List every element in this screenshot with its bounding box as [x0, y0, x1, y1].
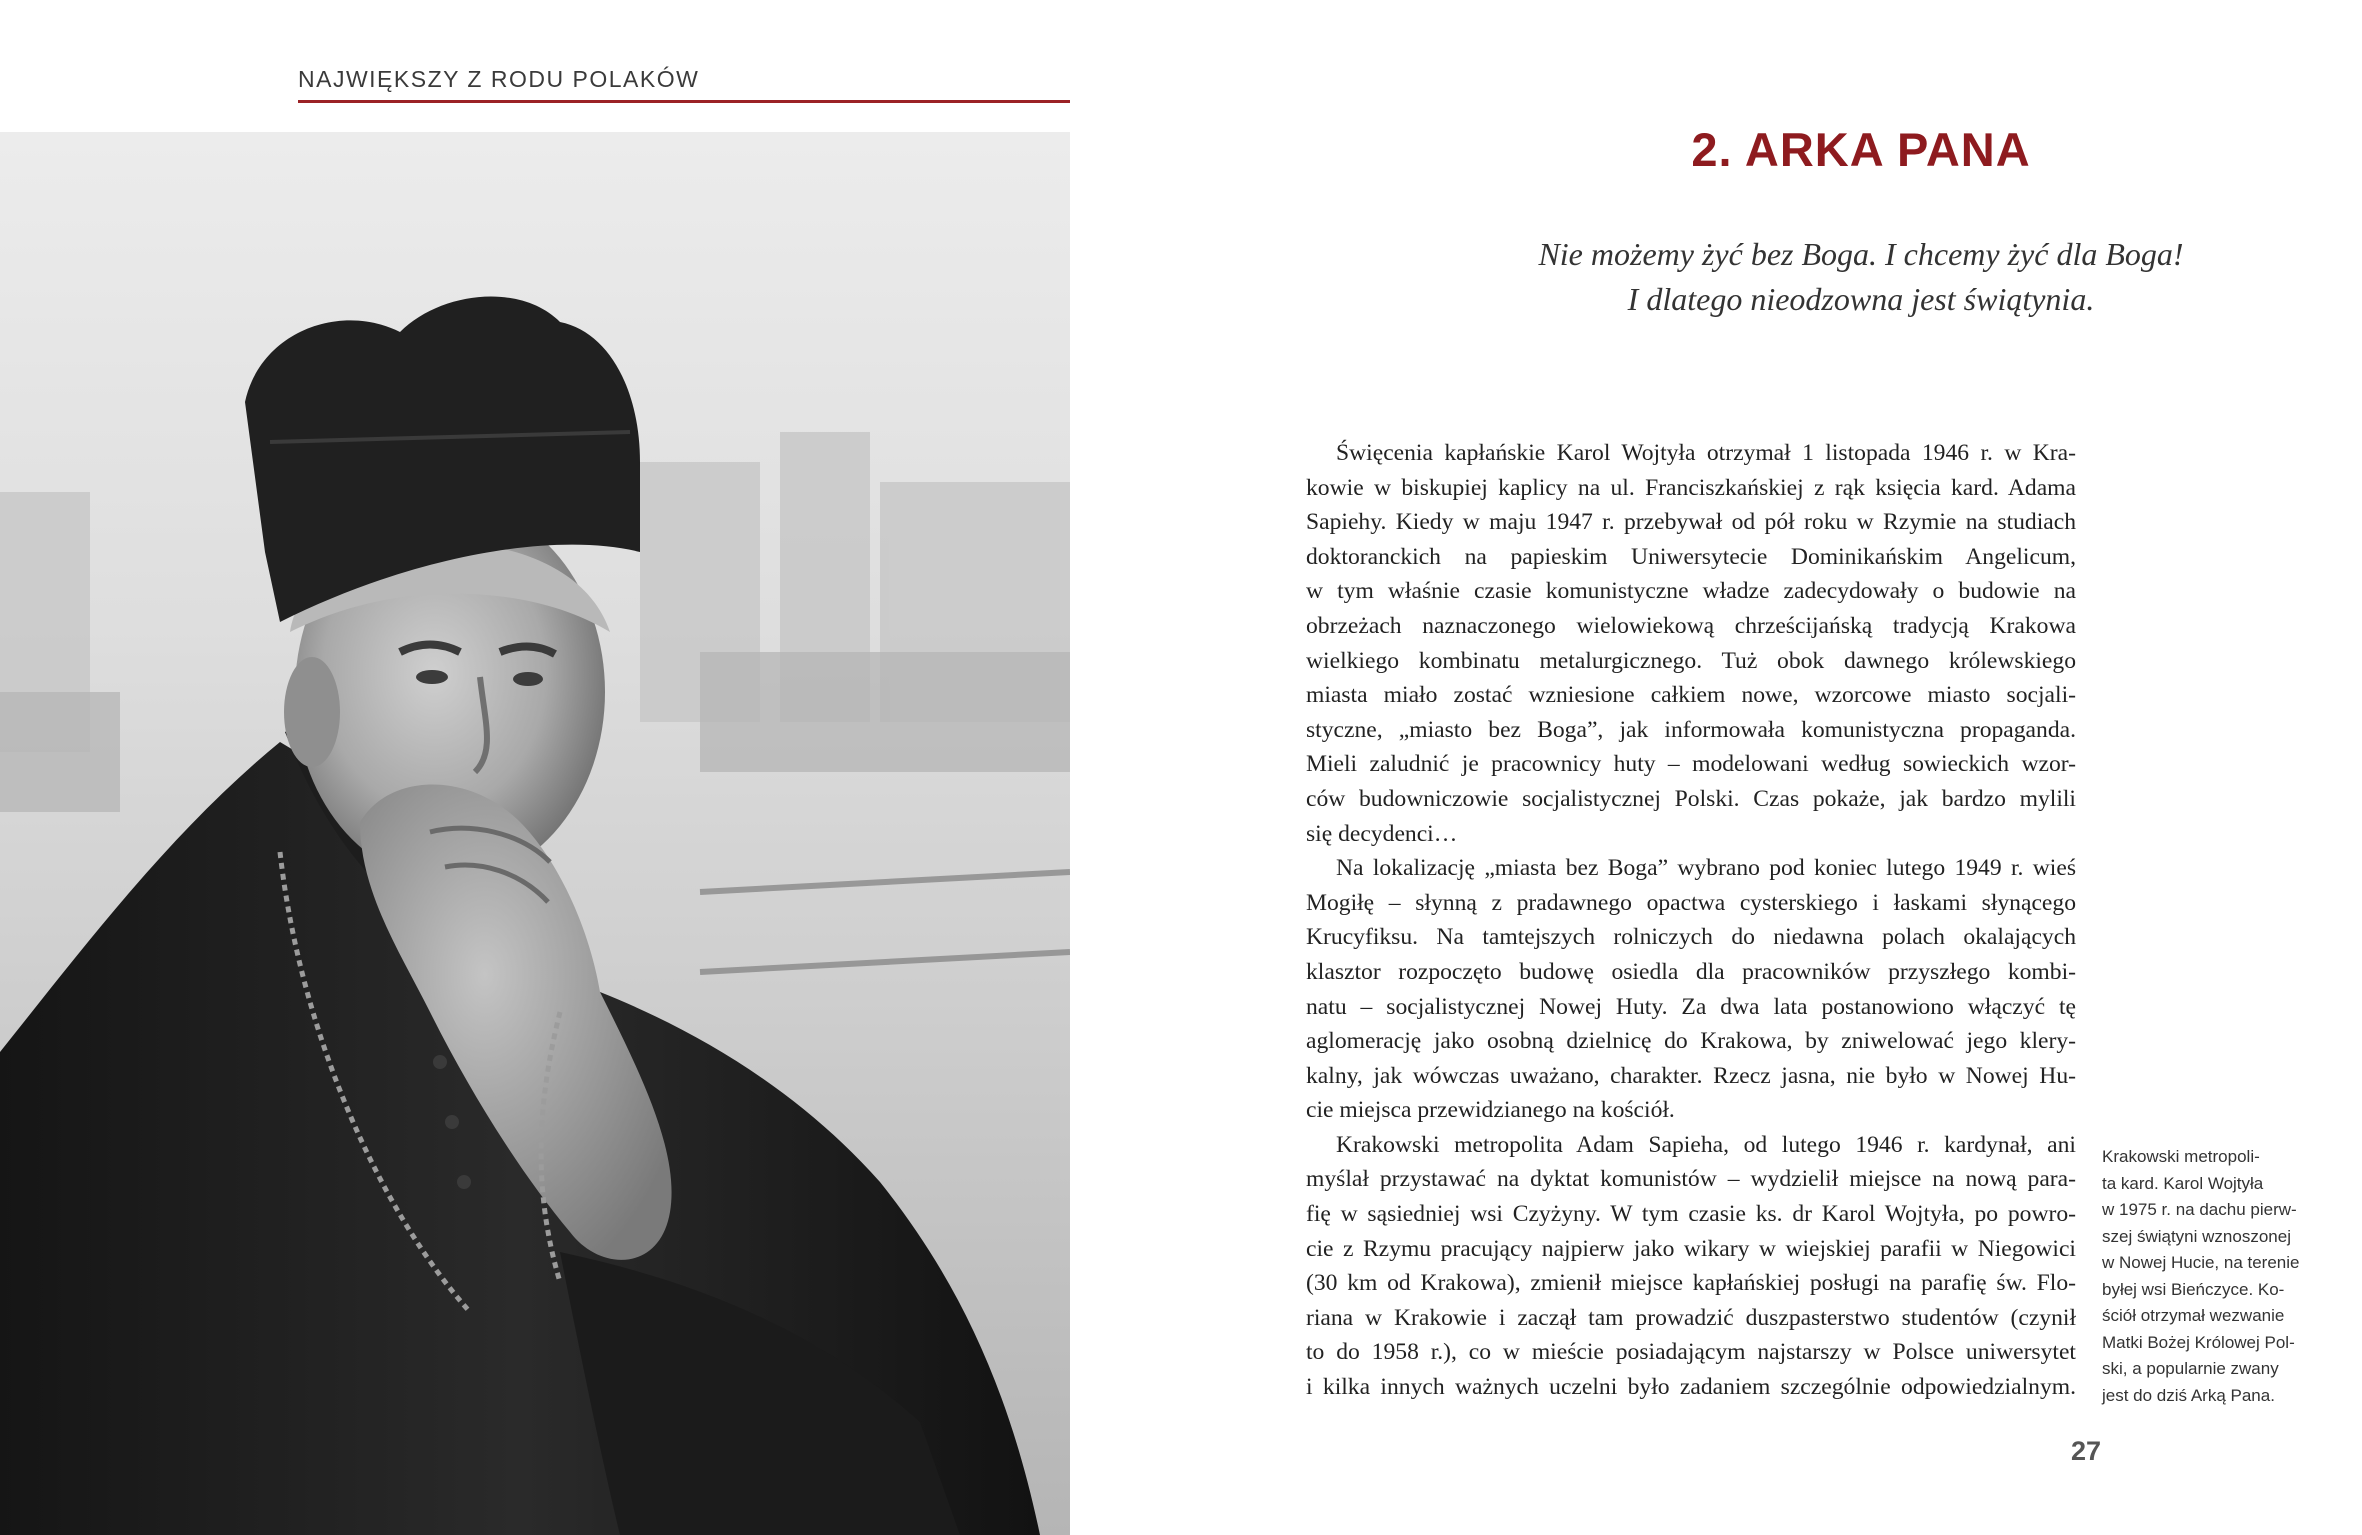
body-line: obrzeżach naznaczonego wielowiekową chrześcijańską tradycją Krakowa [1306, 612, 2076, 639]
body-line: wielkiego kombinatu metalurgicznego. Tuż obok dawnego królewskiego [1306, 647, 2076, 674]
right-page [1181, 0, 2362, 1535]
motto-line: Nie możemy żyć bez Boga. I chcemy żyć dla Boga! [1538, 236, 2184, 272]
body-text [1306, 436, 2076, 1405]
body-line: Mieli zaludnić je pracownicy huty – modelowani według sowieckich wzor- [1306, 751, 2076, 778]
body-line: riana w Krakowie i zaczął tam prowadzić duszpasterstwo studentów (czynił [1306, 1304, 2076, 1331]
body-line: Krucyfiksu. Na tamtejszych rolniczych do niedawna polach okalających [1306, 924, 2076, 951]
caption-line: w Nowej Hucie, na terenie [2102, 1253, 2300, 1272]
portrait-photo [0, 132, 1070, 1535]
body-line: to do 1958 r.), co w mieście posiadającym najstarszy w Polsce uniwersytet [1306, 1339, 2076, 1366]
page-number: 27 [2070, 1436, 2101, 1466]
body-line: aglomerację jako osobną dzielnicę do Krakowa, by zniwelować jego klery- [1306, 1028, 2076, 1055]
caption-line: ski, a popularnie zwany [2102, 1359, 2279, 1378]
caption-line: byłej wsi Bieńczyce. Ko- [2102, 1279, 2285, 1299]
body-line: ców budowniczowie socjalistycznej Polski. Czas pokaże, jak bardzo mylili [1306, 785, 2076, 812]
body-line: styczne, „miasto bez Boga”, jak informowała komunistyczna propaganda. [1306, 716, 2076, 743]
body-line: miasta miało zostać wzniesione całkiem nowe, wzorcowe miasto socjali- [1306, 682, 2076, 709]
body-line: klasztor rozpoczęto budowę osiedla dla pracowników przyszłego kombi- [1306, 958, 2076, 985]
running-head-rule [298, 100, 1070, 103]
motto-line: I dlatego nieodzowna jest świątynia. [1627, 281, 2095, 317]
chapter-motto [1411, 232, 2311, 322]
body-line: doktoranckich na papieskim Uniwersytecie Dominikańskim Angelicum, [1306, 543, 2076, 570]
running-head: NAJWIĘKSZY Z RODU POLAKÓW [298, 66, 700, 92]
caption-line: w 1975 r. na dachu pierw- [2102, 1200, 2297, 1219]
photo-caption [2102, 1144, 2322, 1409]
caption-line: Krakowski metropoli- [2102, 1147, 2260, 1166]
body-line: cie z Rzymu pracujący najpierw jako wikary w wiejskiej parafii w Niegowici [1306, 1235, 2076, 1262]
body-line: Na lokalizację „miasta bez Boga” wybrano pod koniec lutego 1949 r. wieś [1336, 855, 2076, 882]
body-line: i kilka innych ważnych uczelni było zadaniem szczególnie odpowiedzialnym. [1306, 1374, 2076, 1401]
body-line: Sapiehy. Kiedy w maju 1947 r. przebywał od pół roku w Rzymie na studiach [1306, 509, 2076, 536]
body-line: natu – socjalistycznej Nowej Huty. Za dwa lata postanowiono włączyć tę [1306, 993, 2076, 1020]
chapter-title: 2. ARKA PANA [1691, 123, 2031, 176]
caption-line: jest do dziś Arką Pana. [2102, 1385, 2275, 1405]
body-line: Mogiłę – słynną z pradawnego opactwa cysterskiego i łaskami słynącego [1306, 889, 2076, 916]
body-line: fię w sąsiedniej wsi Czyżyny. W tym czasie ks. dr Karol Wojtyła, po powro- [1306, 1201, 2076, 1228]
body-line: w tym właśnie czasie komunistyczne władze zadecydowały o budowie na [1306, 578, 2076, 605]
caption-line: szej świątyni wznoszonej [2102, 1226, 2291, 1246]
body-line: się decydenci… [1306, 820, 1458, 847]
body-line: Święcenia kapłańskie Karol Wojtyła otrzymał 1 listopada 1946 r. w Kra- [1336, 440, 2076, 466]
body-line: kalny, jak wówczas uważano, charakter. Rzecz jasna, nie było w Nowej Hu- [1306, 1062, 2076, 1089]
body-line: Krakowski metropolita Adam Sapieha, od lutego 1946 r. kardynał, ani [1336, 1131, 2076, 1158]
body-line: kowie w biskupiej kaplicy na ul. Franciszkańskiej z rąk księcia kard. Adama [1306, 474, 2076, 501]
portrait-photo-illustration [0, 132, 1070, 1535]
caption-line: ta kard. Karol Wojtyła [2102, 1173, 2264, 1193]
body-line: (30 km od Krakowa), zmienił miejsce kapłańskiej posługi na parafię św. Flo- [1306, 1270, 2076, 1297]
caption-line: ściół otrzymał wezwanie [2102, 1306, 2285, 1325]
caption-line: Matki Bożej Królowej Pol- [2102, 1332, 2295, 1352]
body-line: cie miejsca przewidzianego na kościół. [1306, 1097, 1675, 1124]
body-line: myślał przystawać na dyktat komunistów – wydzielił miejsce na nową para- [1306, 1166, 2076, 1193]
